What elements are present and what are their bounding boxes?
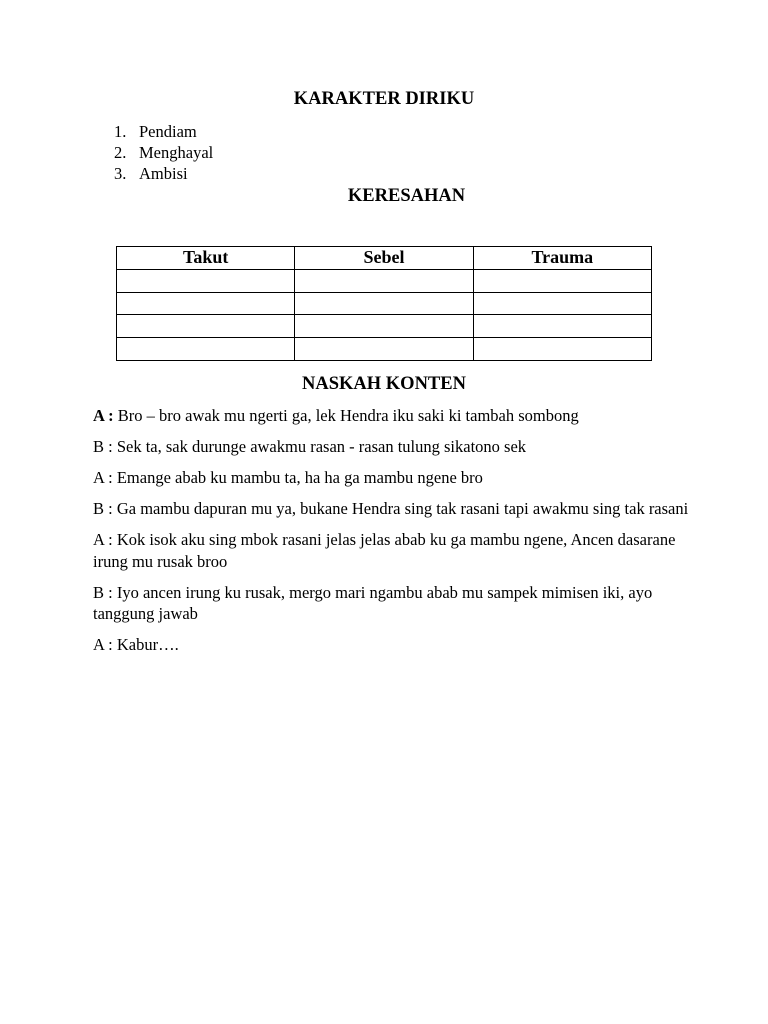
table-cell [117, 292, 295, 315]
table-row [117, 338, 652, 361]
dialogue-line [93, 405, 693, 427]
table-row [117, 315, 652, 338]
dialogue-text: Iyo ancen irung ku rusak, mergo mari ngambu abab mu sampek mimisen iki, ayo tanggung jawab [93, 582, 653, 623]
table-cell [295, 292, 473, 315]
table-cell [295, 269, 473, 292]
table-cell [473, 292, 651, 315]
list-item-label: Menghayal [139, 143, 214, 162]
list-item-label: Pendiam [139, 122, 197, 141]
dialogue-text: Sek ta, sak durunge awakmu rasan - rasan tulung sikatono sek [112, 437, 527, 456]
table-row [117, 269, 652, 292]
dialogue-line [93, 436, 693, 458]
list-item-label: Ambisi [139, 164, 188, 183]
speaker-label: B : [93, 437, 113, 456]
page-title: KARAKTER DIRIKU [293, 89, 475, 109]
dialogue-line [93, 582, 693, 625]
table-cell [295, 315, 473, 338]
dialogue-text: Kabur…. [112, 635, 179, 654]
list-item [114, 121, 213, 142]
speaker-label: B : [93, 499, 113, 518]
column-header-sebel: Sebel [295, 247, 473, 270]
table-cell [473, 315, 651, 338]
script-dialogue [93, 405, 693, 665]
worry-table [116, 246, 652, 361]
table-header-row [117, 247, 652, 270]
list-item [114, 163, 213, 184]
trait-list [114, 121, 213, 184]
table-cell [473, 269, 651, 292]
dialogue-text: Emange abab ku mambu ta, ha ha ga mambu ngene bro [112, 468, 483, 487]
table-cell [473, 338, 651, 361]
list-number: 2. [114, 143, 127, 162]
column-header-takut: Takut [117, 247, 295, 270]
section-title-naskah: NASKAH KONTEN [302, 374, 466, 394]
table-cell [117, 269, 295, 292]
dialogue-text: Bro – bro awak mu ngerti ga, lek Hendra iku saki ki tambah sombong [113, 406, 579, 425]
table-row [117, 292, 652, 315]
list-item [114, 142, 213, 163]
list-number: 1. [114, 122, 127, 141]
dialogue-line [93, 498, 693, 520]
section-title-keresahan: KERESAHAN [347, 186, 466, 206]
list-number: 3. [114, 164, 127, 183]
dialogue-line [93, 634, 693, 656]
dialogue-text: Ga mambu dapuran mu ya, bukane Hendra sing tak rasani tapi awakmu sing tak rasani [112, 499, 689, 518]
speaker-label: A : [93, 406, 114, 425]
table-cell [295, 338, 473, 361]
column-header-trauma: Trauma [473, 247, 651, 270]
speaker-label: A : [93, 635, 113, 654]
table-cell [117, 338, 295, 361]
table-cell [117, 315, 295, 338]
speaker-label: A : [93, 530, 113, 549]
dialogue-text: Kok isok aku sing mbok rasani jelas jelas abab ku ga mambu ngene, Ancen dasarane irung mu rusak broo [93, 530, 676, 571]
speaker-label: B : [93, 582, 113, 602]
dialogue-line [93, 467, 693, 489]
speaker-label: A : [93, 468, 113, 487]
dialogue-line [93, 529, 693, 572]
